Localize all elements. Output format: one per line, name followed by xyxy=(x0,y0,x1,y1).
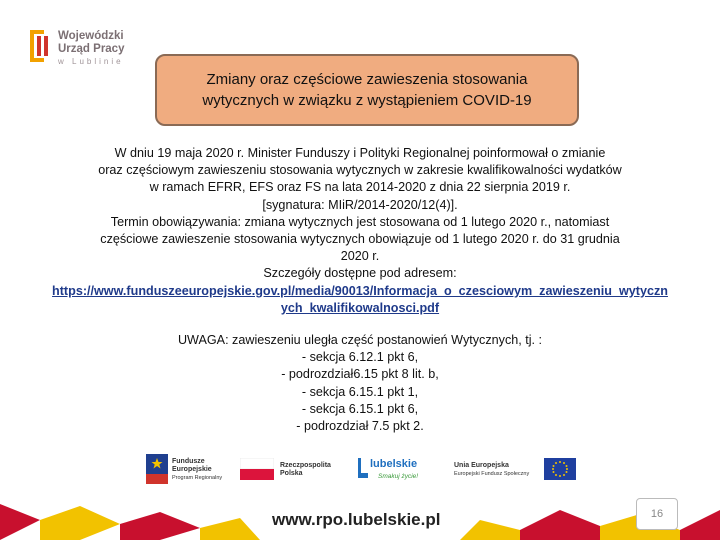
lubelskie-tagline: Smakuj życie! xyxy=(378,473,419,480)
note-line: - sekcja 6.12.1 pkt 6, xyxy=(301,350,419,365)
body-line: częściowe zawieszenie stosowania wytycznych obowiązuje od 1 lutego 2020 r. do 31 grudnia xyxy=(100,232,620,247)
fe-line3: Program Regionalny xyxy=(172,475,223,481)
fe-line2: Europejskie xyxy=(172,466,212,473)
note-line: - sekcja 6.15.1 pkt 6, xyxy=(301,401,419,416)
details-link[interactable]: https://www.funduszeeuropejskie.gov.pl/media/90013/Informacja_o_czesciowym_zawieszeniu_wytycznych_kwalifikowalnosci.pdf xyxy=(52,283,668,315)
title-box xyxy=(155,54,579,126)
logo-line3: w Lublinie xyxy=(58,57,124,66)
ue-logo xyxy=(454,448,578,492)
body-line: 2020 r. xyxy=(340,249,380,264)
body-line: W dniu 19 maja 2020 r. Minister Funduszy i Polityki Regionalnej poinformował o zmianie xyxy=(114,146,606,160)
rp-logo xyxy=(240,448,340,492)
note-line: UWAGA: zawieszeniu uległa część postanowień Wytycznych, tj. : xyxy=(177,333,543,347)
lubelskie-logo xyxy=(354,448,434,492)
funding-logos-strip xyxy=(138,448,578,492)
note-block xyxy=(52,332,668,435)
page-title xyxy=(186,69,547,111)
note-line: - podrozdział 7.5 pkt 2. xyxy=(296,419,424,434)
body-line: oraz częściowym zawieszeniu stosowania wytycznych w zakresie kwalifikowalności wydatków xyxy=(98,163,622,178)
body-line: Szczegóły dostępne pod adresem: xyxy=(263,266,457,281)
page-number: 16 xyxy=(636,498,678,530)
lubelskie-name: lubelskie xyxy=(370,458,418,470)
lubelskie-logo-icon xyxy=(354,458,368,478)
wup-logo xyxy=(30,28,170,68)
note-line: - podrozdział6.15 pkt 8 lit. b, xyxy=(281,367,439,382)
title-line2: wytycznych w związku z wystąpieniem COVID-19 xyxy=(202,92,532,109)
body-line: Termin obowiązywania: zmiana wytycznych jest stosowana od 1 lutego 2020 r., natomiast xyxy=(110,214,610,229)
logo-line1: Wojewódzki xyxy=(58,30,124,42)
rp-line2: Polska xyxy=(280,470,303,477)
footer-website: www.rpo.lubelskie.pl xyxy=(272,510,441,529)
body-line: w ramach EFRR, EFS oraz FS na lata 2014-2020 z dnia 22 sierpnia 2019 r. xyxy=(149,180,571,195)
fe-logo xyxy=(146,448,236,492)
polish-flag-icon xyxy=(240,458,274,480)
ue-line2: Europejski Fundusz Społeczny xyxy=(454,471,530,477)
title-line1: Zmiany oraz częściowe zawieszenia stosowania xyxy=(206,71,528,88)
fe-line1: Fundusze xyxy=(172,458,205,465)
logo-line2: Urząd Pracy xyxy=(58,43,125,55)
logo-text xyxy=(58,30,124,56)
fe-logo-icon xyxy=(146,454,168,484)
body-paragraph xyxy=(52,145,668,317)
wup-logo-mark-icon xyxy=(30,30,52,62)
rp-line1: Rzeczpospolita xyxy=(280,462,331,469)
note-line: - sekcja 6.15.1 pkt 1, xyxy=(301,384,419,399)
body-line: [sygnatura: MIiR/2014-2020/12(4)]. xyxy=(262,197,458,212)
eu-flag-icon xyxy=(544,458,576,480)
ue-line1: Unia Europejska xyxy=(454,462,509,469)
